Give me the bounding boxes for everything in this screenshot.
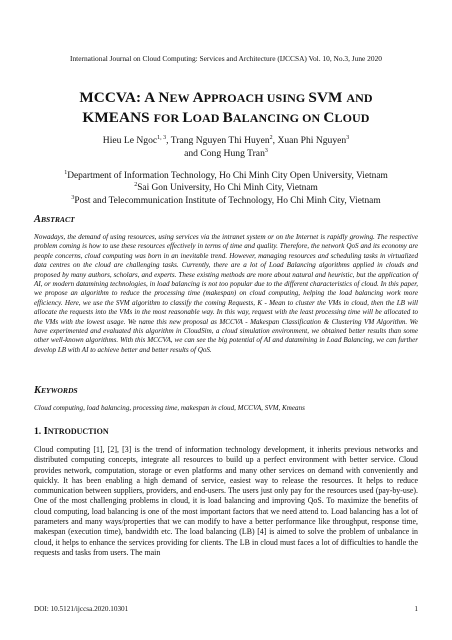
affiliations <box>30 170 422 207</box>
page-footer <box>34 605 418 613</box>
affiliation-3: $^3$Post and Telecommunication Institute of Technology, Ho Chi Minh City, Vietnam <box>71 194 381 206</box>
page-number: 1 <box>414 605 418 613</box>
author-list <box>40 134 412 160</box>
introduction-text: Cloud computing [1], [2], [3] is the trend of information technology development, it inherits previous networks and distributed computing concepts, integrate all resources to build up a perfect environment with better service. Cloud provides network, computation, storage or even platforms and many other services on demand with conveniently and quickly. It has been enabling a high demand of service, easiest way to release the resources. It helps to reduce communication between suppliers, providers, and end-users. The users just only pay for the resources used (pay-by-use). One of the most challenging problems in cloud, it is load balancing and improving QoS. To maximize the benefits of cloud computing, load balancing is one of the most important factors that we need attend to. Load balancing has a lot of parameters and many ways/properties that we can modify to have a better performance like throughput, response time, makespan (execution time), bandwidth etc. The load balancing (LB) [4] is aimed to solve the problem of unbalance in cloud, it helps to enhance the services providing for clients. The LB in cloud must faces a lot of difficulties to handle the requests and tasks from users. The main <box>34 445 418 557</box>
journal-header: International Journal on Cloud Computing: Services and Architecture (IJCCSA) Vol. 10, No.3, June 2020 <box>70 54 382 63</box>
keywords-heading: KEYWORDS <box>34 385 78 396</box>
keywords-text: Cloud computing, load balancing, processing time, makespan in cloud, MCCVA, SVM, Kmeans <box>34 404 305 412</box>
author-line-2: and Cong Hung Tran$^3$ <box>184 147 268 159</box>
section-heading-introduction: 1. INTRODUCTION <box>34 426 109 437</box>
author-line-1: Hieu Le Ngoc$^{1, 3}$, Trang Nguyen Thi Huyen$^2$, Xuan Phi Nguyen$^3$ <box>102 134 350 146</box>
abstract-heading: ABSTRACT <box>34 214 75 225</box>
affiliation-2: $^2$Sai Gon University, Ho Chi Minh City, Vietnam <box>134 182 318 194</box>
doi-text: DOI: 10.5121/ijccsa.2020.10301 <box>34 605 129 613</box>
title-line-2: KMEANS FOR LOAD BALANCING ON CLOUD <box>82 109 370 126</box>
affiliation-1: $^1$Department of Information Technology, Ho Chi Minh City Open University, Vietnam <box>64 169 388 181</box>
title-line-1: MCCVA: A NEW APPROACH USING SVM AND <box>79 89 373 106</box>
paper-title <box>30 88 422 128</box>
abstract-text: Nowadays, the demand of using resources, using services via the intranet system or on the Internet is rapidly growing. The respective problem coming is how to use these resources effectively in terms of time and quality. Therefore, the network QoS and its economy are people concerns, cloud computing was born in an inevitable trend. However, managing resources and scheduling tasks in virtualized data centres on the cloud are challenging tasks. Currently, there are a lot of Load Balancing algorithms applied in clouds and proposed by many authors, scholars, and experts. These existing methods are more about natural and heuristic, but the application of AI, or modern datamining technologies, in load balancing is not too popular due to the different characteristics of cloud. In this paper, we propose an algorithm to reduce the processing time (makespan) on cloud computing, helping the load balancing work more efficiency. Here, we use the SVM algorithm to classify the coming Requests, K - Mean to cluster the VMs in cloud, then the LB will allocate the requests into the VMs in the most reasonable way. In this way, request with the least processing time will be allocated to the VMs with the lowest usage. We name this new proposal as MCCVA - Makespan Classification & Clustering VM Algorithm. We have experimented and evaluated this algorithm in CloudSim, a cloud simulation environment, we obtained better results than some other well-known algorithms. With this MCCVA, we can see the big potential of AI and datamining in Load Balancing, we can further develop LB with AI to achieve better and better results of QoS. <box>34 233 418 354</box>
